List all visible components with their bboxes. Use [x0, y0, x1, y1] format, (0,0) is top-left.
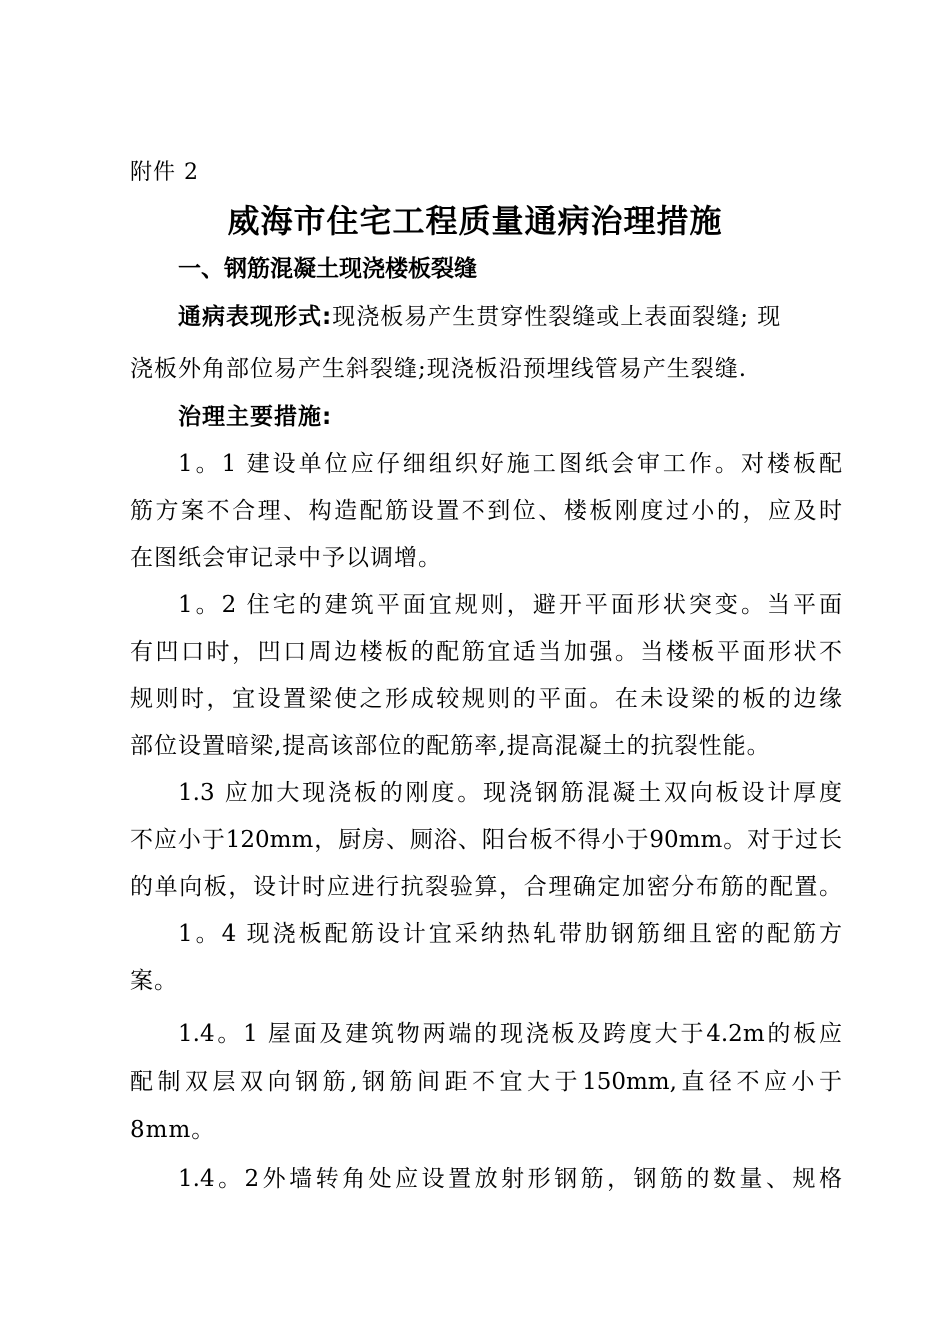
measures-heading: 治理主要措施:	[178, 404, 333, 430]
symptom-line-2: 浇板外角部位易产生斜裂缝;现浇板沿预埋线管易产生裂缝.	[130, 356, 748, 382]
paragraph-line: 1。4 现浇板配筋设计宜采纳热轧带肋钢筋细且密的配筋方	[178, 921, 842, 947]
paragraph-line: 1.3 应加大现浇板的刚度。现浇钢筋混凝土双向板设计厚度	[178, 780, 842, 806]
paragraph-line: 有凹口时，凹口周边楼板的配筋宜适当加强。当楼板平面形状不	[130, 639, 842, 665]
paragraph-line: 1。1 建设单位应仔细组织好施工图纸会审工作。对楼板配	[178, 451, 842, 477]
paragraph-line: 不应小于120mm，厨房、厕浴、阳台板不得小于90mm。对于过长	[130, 827, 842, 853]
paragraph-line: 1.4。2外墙转角处应设置放射形钢筋，钢筋的数量、规格	[178, 1166, 842, 1192]
paragraph-line: 规则时，宜设置梁使之形成较规则的平面。在未设梁的板的边缘	[130, 686, 842, 712]
paragraph-line: 8mm。	[130, 1117, 216, 1143]
paragraph-line: 1.4。1 屋面及建筑物两端的现浇板及跨度大于4.2m的板应	[178, 1021, 842, 1047]
paragraph-line: 配制双层双向钢筋,钢筋间距不宜大于150mm,直径不应小于	[130, 1069, 842, 1095]
paragraph-line: 1。2 住宅的建筑平面宜规则，避开平面形状突变。当平面	[178, 592, 842, 618]
document-title: 威海市住宅工程质量通病治理措施	[227, 202, 723, 240]
attachment-label: 附件 2	[130, 160, 199, 185]
symptom-text-1: 现浇板易产生贯穿性裂缝或上表面裂缝; 现	[332, 304, 782, 330]
paragraph-line: 筋方案不合理、构造配筋设置不到位、楼板刚度过小的，应及时	[130, 498, 842, 524]
symptom-line-1	[178, 298, 842, 331]
section-heading: 一、钢筋混凝土现浇楼板裂缝	[178, 256, 477, 282]
paragraph-line: 部位设置暗梁,提高该部位的配筋率,提高混凝土的抗裂性能。	[130, 733, 771, 759]
paragraph-line: 在图纸会审记录中予以调增。	[130, 545, 442, 571]
paragraph-line: 的单向板，设计时应进行抗裂验算，合理确定加密分布筋的配置。	[130, 874, 842, 900]
paragraph-line: 案。	[130, 968, 178, 994]
symptom-label: 通病表现形式:	[178, 304, 333, 330]
